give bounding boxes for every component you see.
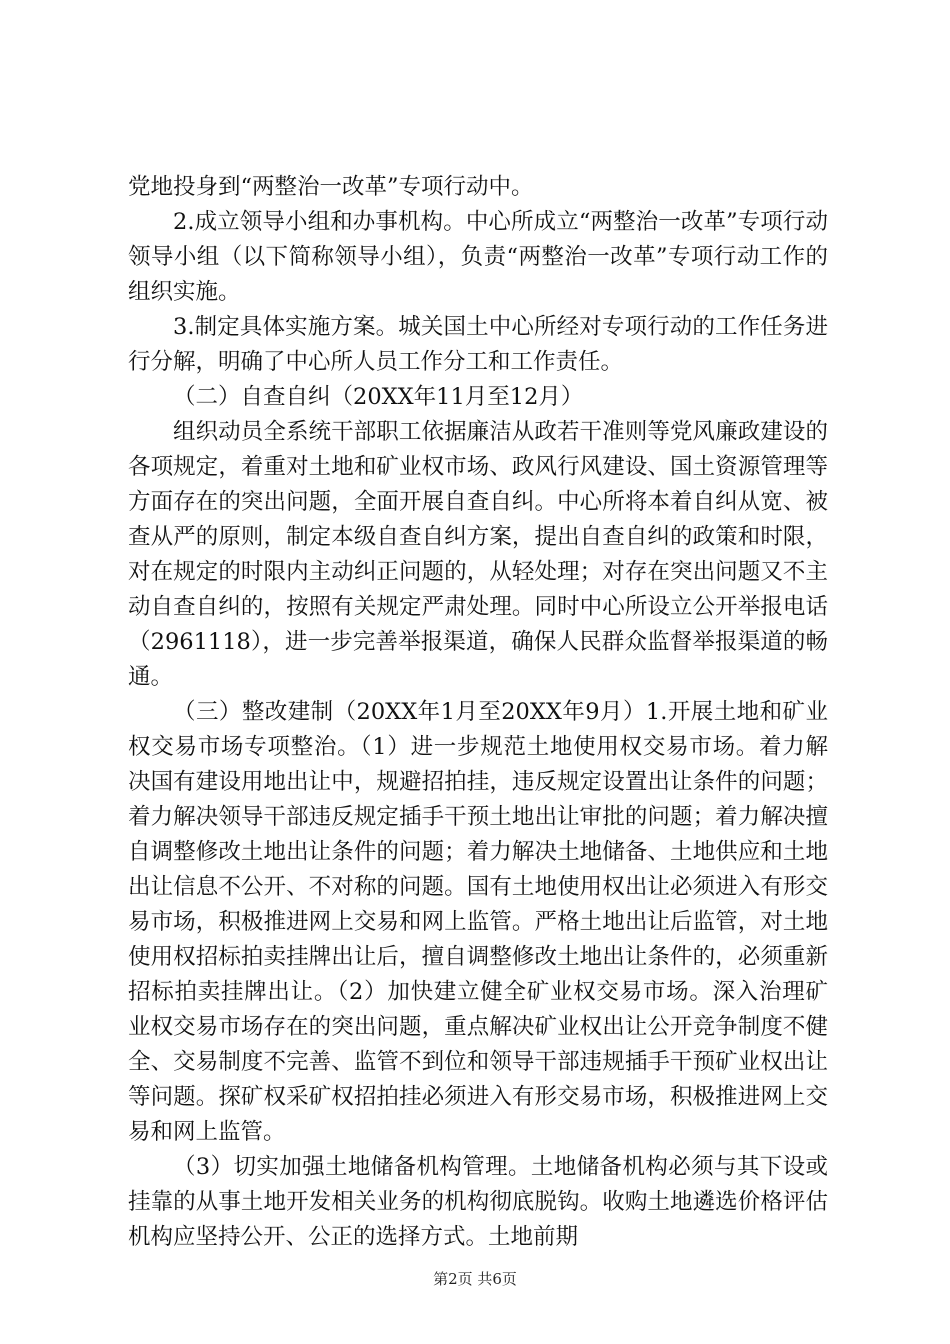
document-body — [128, 170, 828, 1255]
paragraph-self-check: 组织动员全系统干部职工依据廉洁从政若干准则等党风廉政建设的各项规定，着重对土地和矿业权市场、政风行风建设、国土资源管理等方面存在的突出问题，全面开展自查自纠。中心所将本着自纠从宽、被查从严的原则，制定本级自查自纠方案，提出自查自纠的政策和时限，对在规定的时限内主动纠正问题的，从轻处理；对存在突出问题又不主动自查自纠的，按照有关规定严肃处理。同时中心所设立公开举报电话（2961118），进一步完善举报渠道，确保人民群众监督举报渠道的畅通。 — [128, 419, 828, 690]
paragraph-continuation: 党地投身到“两整治一改革”专项行动中。 — [128, 174, 534, 200]
section-heading-self-check: （二）自查自纠（20XX年11月至12月） — [173, 384, 584, 410]
page-number-footer: 第2页 共6页 — [433, 1270, 517, 1288]
paragraph-land-reserve: （3）切实加强土地储备机构管理。土地储备机构必须与其下设或挂靠的从事土地开发相关业务的机构彻底脱钩。收购土地遴选价格评估机构应坚持公开、公正的选择方式。土地前期 — [128, 1154, 828, 1250]
paragraph-rectification: （三）整改建制（20XX年1月至20XX年9月）1.开展土地和矿业权交易市场专项整治。（1）进一步规范土地使用权交易市场。着力解决国有建设用地出让中，规避招拍挂，违反规定设置出让条件的问题；着力解决领导干部违反规定插手干预土地出让审批的问题；着力解决擅自调整修改土地出让条件的问题；着力解决土地储备、土地供应和土地出让信息不公开、不对称的问题。国有土地使用权出让必须进入有形交易市场，积极推进网上交易和网上监管。严格土地出让后监管，对土地使用权招标拍卖挂牌出让后，擅自调整修改土地出让条件的，必须重新招标拍卖挂牌出让。（2）加快建立健全矿业权交易市场。深入治理矿业权交易市场存在的突出问题，重点解决矿业权出让公开竞争制度不健全、交易制度不完善、监管不到位和领导干部违规插手干预矿业权出让等问题。探矿权采矿权招拍挂必须进入有形交易市场，积极推进网上交易和网上监管。 — [128, 699, 828, 1145]
paragraph-leadership-group: 2.成立领导小组和办事机构。中心所成立“两整治一改革”专项行动领导小组（以下简称领导小组），负责“两整治一改革”专项行动工作的组织实施。 — [128, 209, 828, 305]
paragraph-implementation-plan: 3.制定具体实施方案。城关国土中心所经对专项行动的工作任务进行分解，明确了中心所人员工作分工和工作责任。 — [128, 314, 828, 375]
